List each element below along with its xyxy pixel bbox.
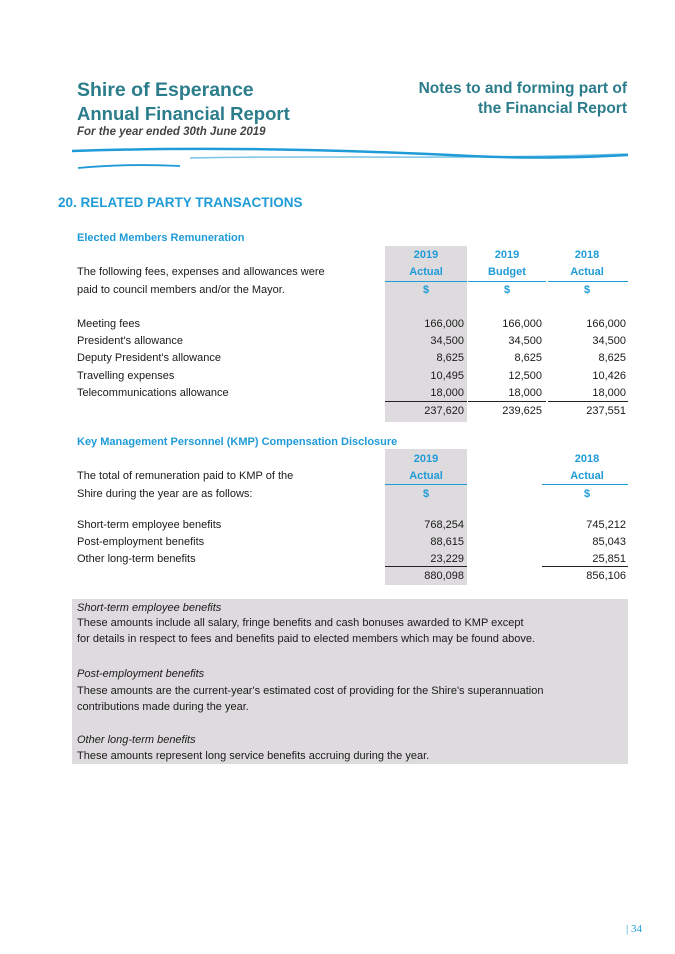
elected-row-label: President's allowance: [77, 335, 184, 347]
elected-col3-unit: $: [583, 284, 591, 296]
notes-heading-line1: Notes to and forming part of: [418, 80, 627, 97]
kmp-col1-year: 2019: [413, 453, 439, 465]
kmp-total-value: 880,098: [424, 570, 464, 582]
kmp-intro-line1: The total of remuneration paid to KMP of the: [77, 470, 294, 482]
elected-intro-line1: The following fees, expenses and allowances were: [77, 266, 325, 278]
elected-total-value: 237,620: [424, 405, 464, 417]
elected-row-value: 10,495: [430, 370, 464, 382]
report-title: Annual Financial Report: [77, 103, 290, 124]
elected-row-value: 34,500: [430, 335, 464, 347]
kmp-col1-unit: $: [422, 488, 430, 500]
page-number: | 34: [626, 923, 642, 935]
elected-row-label: Travelling expenses: [77, 370, 175, 382]
note-short-line1: These amounts include all salary, fringe benefits and cash bonuses awarded to KMP except: [77, 617, 524, 629]
note-short-title: Short-term employee benefits: [77, 602, 222, 614]
report-period: For the year ended 30th June 2019: [77, 126, 266, 138]
elected-col2-unit: $: [503, 284, 511, 296]
kmp-col1-header-rule: [385, 484, 467, 485]
kmp-row-value: 745,212: [586, 519, 626, 531]
kmp-row-label: Short-term employee benefits: [77, 519, 222, 531]
elected-total-rule: [385, 401, 467, 402]
elected-row-value: 166,000: [424, 318, 464, 330]
kmp-row-value: 85,043: [592, 536, 626, 548]
note-post-line2: contributions made during the year.: [77, 701, 249, 713]
kmp-row-value: 88,615: [430, 536, 464, 548]
elected-intro-line2: paid to council members and/or the Mayor.: [77, 284, 285, 296]
elected-row-value: 18,000: [508, 387, 542, 399]
elected-row-label: Telecommunications allowance: [77, 387, 229, 399]
elected-total-value: 237,551: [586, 405, 626, 417]
elected-col1-year: 2019: [413, 249, 439, 261]
note-other-line1: These amounts represent long service benefits accruing during the year.: [77, 750, 430, 762]
elected-total-rule: [548, 401, 628, 402]
note-short-line2: for details in respect to fees and benefits paid to elected members which may be found above.: [77, 633, 535, 645]
kmp-col2-year: 2018: [574, 453, 600, 465]
org-name: Shire of Esperance: [77, 79, 254, 101]
note-post-line1: These amounts are the current-year's estimated cost of providing for the Shire's superannuation: [77, 685, 544, 697]
elected-row-value: 8,625: [514, 352, 542, 364]
kmp-row-value: 768,254: [424, 519, 464, 531]
elected-total-rule: [468, 401, 546, 402]
kmp-col2-kind: Actual: [570, 470, 604, 482]
kmp-intro-line2: Shire during the year are as follows:: [77, 488, 253, 500]
note-other-title: Other long-term benefits: [77, 734, 196, 746]
elected-row-value: 34,500: [508, 335, 542, 347]
kmp-col2-unit: $: [583, 488, 591, 500]
elected-row-value: 12,500: [508, 370, 542, 382]
elected-row-value: 18,000: [430, 387, 464, 399]
elected-col1-unit: $: [422, 284, 430, 296]
header-wave-divider: [70, 146, 630, 176]
kmp-col2-header-rule: [542, 484, 628, 485]
elected-col2-header-rule: [468, 281, 546, 282]
elected-row-value: 166,000: [586, 318, 626, 330]
elected-col3-header-rule: [548, 281, 628, 282]
elected-row-value: 8,625: [436, 352, 464, 364]
kmp-row-label: Other long-term benefits: [77, 553, 196, 565]
kmp-row-value: 25,851: [592, 553, 626, 565]
elected-col3-kind: Actual: [570, 266, 604, 278]
elected-col2-kind: Budget: [488, 266, 526, 278]
kmp-total-value: 856,106: [586, 570, 626, 582]
note-post-title: Post-employment benefits: [77, 668, 205, 680]
elected-row-label: Deputy President's allowance: [77, 352, 221, 364]
kmp-subtitle: Key Management Personnel (KMP) Compensation Disclosure: [77, 436, 398, 448]
elected-row-value: 34,500: [592, 335, 626, 347]
kmp-total-rule: [385, 566, 467, 567]
elected-col3-year: 2018: [574, 249, 600, 261]
elected-row-value: 8,625: [598, 352, 626, 364]
elected-col2-year: 2019: [494, 249, 520, 261]
section-title: 20. RELATED PARTY TRANSACTIONS: [58, 195, 303, 210]
elected-total-value: 239,625: [502, 405, 542, 417]
notes-heading-line2: the Financial Report: [478, 100, 627, 117]
elected-col1-header-rule: [385, 281, 467, 282]
elected-row-value: 10,426: [592, 370, 626, 382]
elected-col1-kind: Actual: [409, 266, 443, 278]
notes-heading: [419, 79, 627, 119]
elected-row-value: 18,000: [592, 387, 626, 399]
elected-row-label: Meeting fees: [77, 318, 140, 330]
elected-subtitle: Elected Members Remuneration: [77, 232, 245, 244]
elected-row-value: 166,000: [502, 318, 542, 330]
kmp-row-label: Post-employment benefits: [77, 536, 205, 548]
kmp-total-rule: [542, 566, 628, 567]
kmp-row-value: 23,229: [430, 553, 464, 565]
kmp-col1-kind: Actual: [409, 470, 443, 482]
